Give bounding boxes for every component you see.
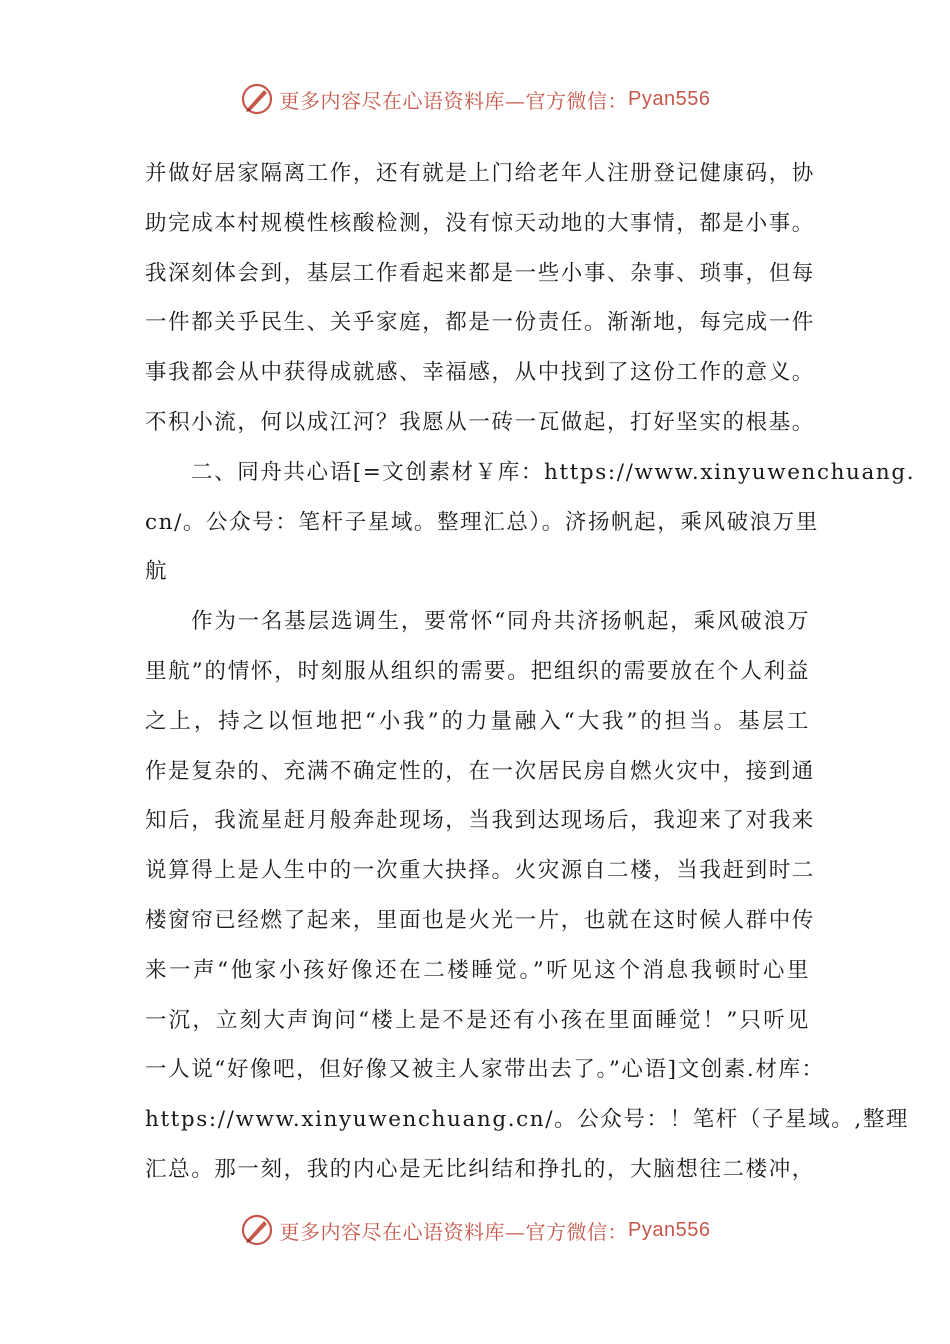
banner-text: 更多内容尽在心语资料库—官方微信： (279, 88, 629, 113)
body-line: 并做好居家隔离工作，还有就是上门给老年人注册登记健康码，协 (145, 161, 815, 186)
body-line: 作为一名基层选调生，要常怀“同舟共济扬帆起，乘风破浪万 (191, 609, 810, 635)
body-line: 作是复杂的、充满不确定性的，在一次居民房自燃火灾中，接到通 (145, 758, 815, 784)
body-line: 汇总。那一刻，我的内心是无比纠结和挣扎的，大脑想往二楼冲， (145, 1156, 815, 1182)
body-line: 楼窗帘已经燃了起来，里面也是火光一片，也就在这时候人群中传 (145, 907, 815, 933)
body-line: 说算得上是人生中的一次重大抉择。火灾源自二楼，当我赶到时二 (145, 858, 815, 884)
body-line: 里航”的情怀，时刻服从组织的需要。把组织的需要放在个人利益 (145, 658, 810, 684)
body-line: 我深刻体会到，基层工作看起来都是一些小事、杂事、琐事，但每 (145, 260, 815, 286)
document-body (145, 149, 916, 1195)
body-line: 之上，持之以恒地把“小我”的力量融入“大我”的担当。基层工 (145, 708, 810, 734)
body-line: 事我都会从中获得成就感、幸福感，从中找到了这份工作的意义。 (145, 360, 815, 386)
banner-text: 更多内容尽在心语资料库—官方微信： (279, 1219, 629, 1244)
body-line: 一沉，立刻大声询问“楼上是不是还有小孩在里面睡觉！”只听见 (145, 1007, 810, 1033)
section-heading-line: cn/。公众号：笔杆子星域。整理汇总）。济扬帆起，乘风破浪万里 (145, 509, 819, 535)
section-heading-line: 二、同舟共心语[=文创素材￥库：https://www.xinyuwenchuang. (191, 459, 916, 485)
footer-banner (0, 1213, 950, 1247)
pen-logo-icon (240, 1213, 274, 1247)
body-line: 知后，我流星赶月般奔赴现场，当我到达现场后，我迎来了对我来 (145, 808, 815, 834)
header-banner (0, 82, 950, 116)
body-line: https://www.xinyuwenchuang.cn/。公众号：！笔杆（子星域。,整理 (145, 1107, 910, 1133)
body-line: 一件都关乎民生、关乎家庭，都是一份责任。渐渐地，每完成一件 (145, 310, 815, 336)
banner-wechat-id: Pyan556 (628, 87, 711, 110)
body-line: 来一声“他家小孩好像还在二楼睡觉。”听见这个消息我顿时心里 (145, 957, 810, 983)
body-line: 助完成本村规模性核酸检测，没有惊天动地的大事情，都是小事。 (145, 210, 815, 236)
pen-logo-icon (240, 82, 274, 116)
section-heading-line: 航 (145, 559, 169, 585)
body-line: 一人说“好像吧，但好像又被主人家带出去了。”心语]文创素.材库： (145, 1057, 825, 1083)
body-line: 不积小流，何以成江河？我愿从一砖一瓦做起，打好坚实的根基。 (145, 409, 815, 435)
banner-wechat-id: Pyan556 (628, 1218, 711, 1241)
